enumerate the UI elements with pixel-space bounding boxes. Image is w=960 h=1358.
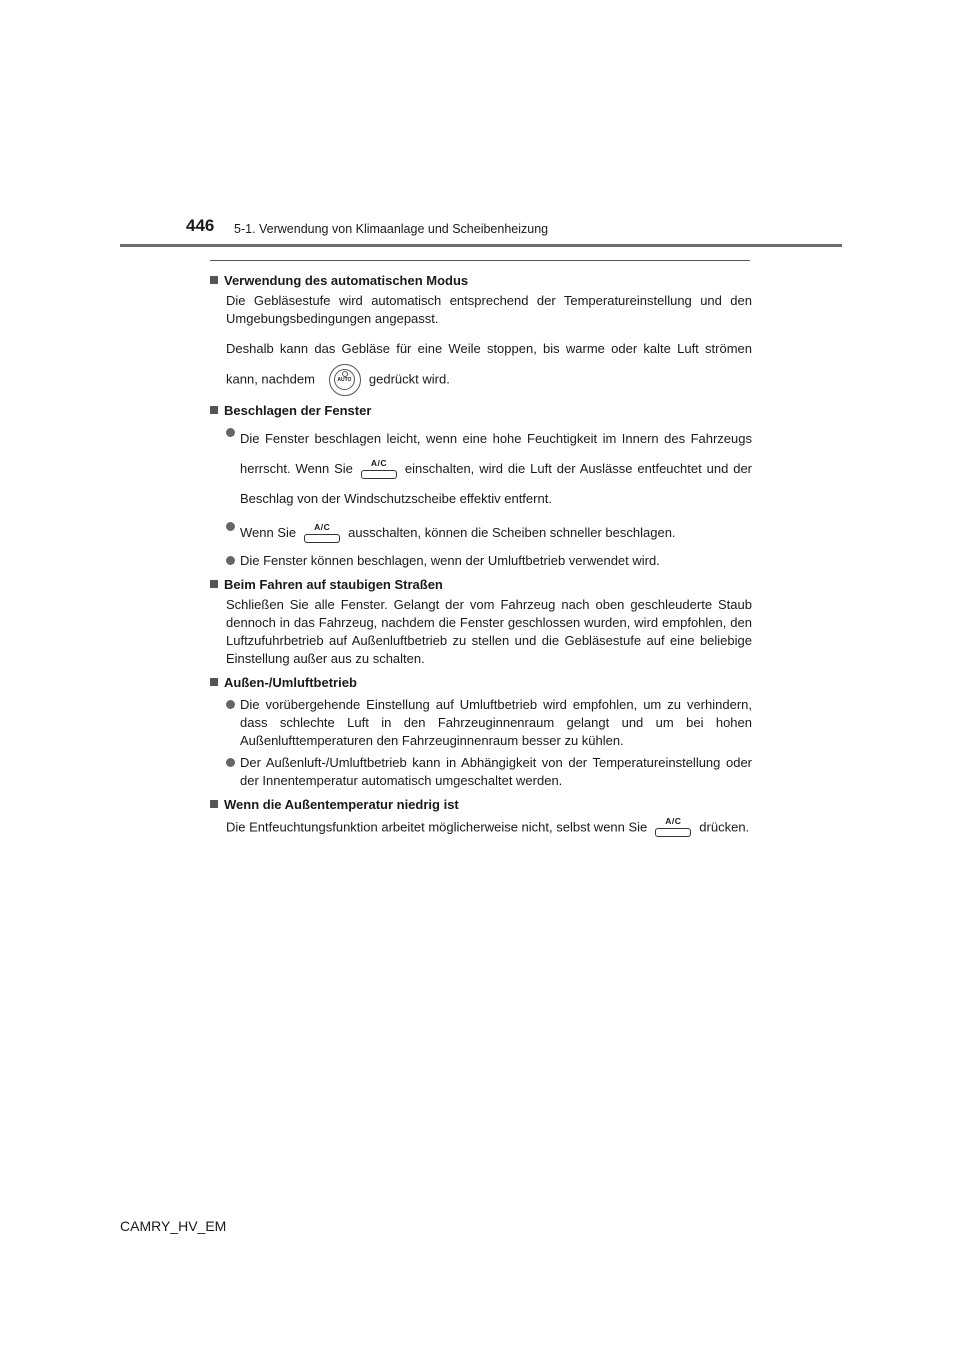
paragraph: Die Entfeuchtungsfunktion arbeitet möglicherweise nicht, selbst wenn Sie A/C drücken. [226, 816, 752, 840]
square-bullet-icon [210, 580, 218, 588]
square-bullet-icon [210, 678, 218, 686]
square-bullet-icon [210, 276, 218, 284]
square-bullet-icon [210, 406, 218, 414]
round-bullet-icon [226, 522, 235, 531]
round-bullet-icon [226, 556, 235, 565]
page-number: 446 [186, 216, 215, 235]
section-heading-low-temperature: Wenn die Außentemperatur niedrig ist [210, 796, 752, 814]
ac-button-icon: A/C [359, 458, 399, 482]
auto-button-icon: AUTO [329, 364, 361, 396]
paragraph: Die Gebläsestufe wird automatisch entsprechend der Temperatureinstellung und den Umgebungsbedingungen angepasst. [226, 293, 752, 326]
chapter-title: 5-1. Verwendung von Klimaanlage und Scheibenheizung [234, 222, 549, 236]
round-bullet-icon [226, 758, 235, 767]
ac-button-icon: A/C [302, 522, 342, 546]
list-item: Wenn Sie A/C ausschalten, können die Scheiben schneller beschlagen. [226, 518, 752, 548]
list-item: Die Fenster beschlagen leicht, wenn eine hohe Feuchtigkeit im Innern des Fahrzeugs herrscht. Wenn Sie A/C einschalten, wird die Luft der Auslässe entfeuchtet und der Beschlag von der Windschutzscheibe effektiv entfernt. [226, 424, 752, 514]
model-code: CAMRY_HV_EM [120, 1218, 227, 1234]
list-item: Die Fenster können beschlagen, wenn der Umluftbetrieb verwendet wird. [226, 552, 752, 570]
header-rule [120, 244, 842, 247]
round-bullet-icon [226, 428, 235, 437]
section-heading-dusty-roads: Beim Fahren auf staubigen Straßen [210, 576, 752, 594]
round-bullet-icon [226, 700, 235, 709]
paragraph: Schließen Sie alle Fenster. Gelangt der vom Fahrzeug nach oben geschleuderte Staub dennoch in das Fahrzeug, nachdem die Fenster geschlossen wurden, wird empfohlen, den Luftzufuhrbetrieb auf Außenluftbetrieb zu stellen und die Gebläsestufe auf eine beliebige Einstellung außer aus zu schalten. [226, 597, 752, 666]
square-bullet-icon [210, 800, 218, 808]
list-item: Der Außenluft-/Umluftbetrieb kann in Abhängigkeit von der Temperatureinstellung oder der Innentemperatur automatisch umgeschaltet werden. [226, 754, 752, 790]
section-heading-fogging: Beschlagen der Fenster [210, 402, 752, 420]
list-item: Die vorübergehende Einstellung auf Umluftbetrieb wird empfohlen, um zu verhindern, dass schlechte Luft in den Fahrzeuginnenraum gelangt und um bei hohen Außenlufttemperaturen den Fahrzeuginnenraum besser zu kühlen. [226, 696, 752, 750]
section-heading-recirculation: Außen-/Umluftbetrieb [210, 674, 752, 692]
section-rule [210, 260, 750, 261]
section-heading-auto-mode: Verwendung des automatischen Modus [210, 272, 752, 290]
ac-button-icon: A/C [653, 816, 693, 840]
page-content [210, 272, 752, 840]
paragraph: Deshalb kann das Gebläse für eine Weile stoppen, bis warme oder kalte Luft strömen kann, nachdem AUTO gedrückt wird. [226, 334, 752, 396]
